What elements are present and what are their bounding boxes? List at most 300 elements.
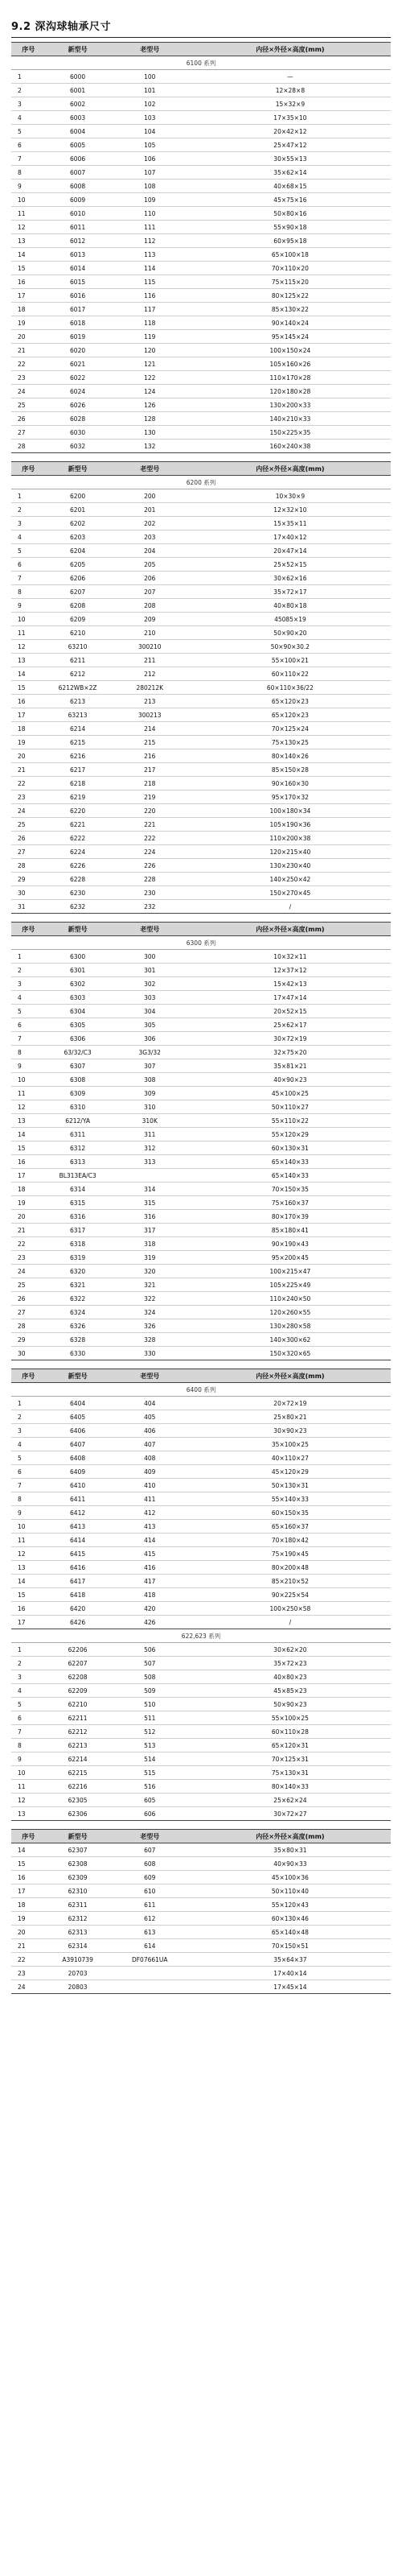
old-model-cell: 103 xyxy=(110,111,190,125)
dimensions-cell: 95×200×45 xyxy=(190,1251,391,1265)
new-model-cell: 63213 xyxy=(45,708,109,722)
old-model-cell: 304 xyxy=(110,1005,190,1018)
old-model-cell: 409 xyxy=(110,1465,190,1479)
table-row xyxy=(11,1967,391,1980)
dimensions-cell: 65×140×33 xyxy=(190,1169,391,1183)
seq-cell: 1 xyxy=(11,950,45,964)
series-label-row xyxy=(11,1383,391,1397)
new-model-cell: 6319 xyxy=(45,1251,109,1265)
dimensions-cell: 45×120×29 xyxy=(190,1465,391,1479)
seq-cell: 6 xyxy=(11,138,45,152)
seq-cell: 11 xyxy=(11,1534,45,1547)
new-model-cell: 62308 xyxy=(45,1857,109,1871)
new-model-cell: 6302 xyxy=(45,977,109,991)
new-model-cell: 6215 xyxy=(45,736,109,749)
old-model-cell: 328 xyxy=(110,1333,190,1347)
dimensions-cell: 70×110×20 xyxy=(190,262,391,275)
table-row xyxy=(11,681,391,695)
seq-cell: 7 xyxy=(11,1725,45,1739)
table-row xyxy=(11,1465,391,1479)
seq-cell: 14 xyxy=(11,1128,45,1141)
new-model-cell: 6222 xyxy=(45,832,109,845)
dimensions-cell: 140×210×33 xyxy=(190,412,391,426)
new-model-cell: 6216 xyxy=(45,749,109,763)
dimensions-cell: 45×85×23 xyxy=(190,1684,391,1698)
dimensions-cell: 90×190×43 xyxy=(190,1237,391,1251)
seq-cell: 6 xyxy=(11,1711,45,1725)
new-model-cell: 6208 xyxy=(45,599,109,613)
old-model-cell: 305 xyxy=(110,1018,190,1032)
new-model-cell: 6206 xyxy=(45,572,109,585)
table-row xyxy=(11,1926,391,1939)
table-row xyxy=(11,234,391,248)
new-model-cell: 62212 xyxy=(45,1725,109,1739)
old-model-cell: 112 xyxy=(110,234,190,248)
column-header: 新型号 xyxy=(45,923,109,936)
table-row xyxy=(11,1534,391,1547)
seq-cell: 4 xyxy=(11,111,45,125)
old-model-cell: 316 xyxy=(110,1210,190,1224)
table-row xyxy=(11,357,391,371)
new-model-cell: 6418 xyxy=(45,1588,109,1602)
dimensions-cell: — xyxy=(190,70,391,84)
dimensions-cell: 85×210×52 xyxy=(190,1575,391,1588)
dimensions-cell: 30×62×16 xyxy=(190,572,391,585)
new-model-cell: 6408 xyxy=(45,1451,109,1465)
seq-cell: 26 xyxy=(11,1292,45,1306)
dimensions-cell: 55×120×43 xyxy=(190,1898,391,1912)
seq-cell: 11 xyxy=(11,626,45,640)
old-model-cell: 330 xyxy=(110,1347,190,1360)
new-model-cell: 6008 xyxy=(45,180,109,193)
table-row xyxy=(11,1438,391,1451)
table-row xyxy=(11,152,391,166)
old-model-cell: 413 xyxy=(110,1520,190,1534)
new-model-cell: 6019 xyxy=(45,330,109,344)
old-model-cell: 109 xyxy=(110,193,190,207)
table-row xyxy=(11,1871,391,1885)
dimensions-cell: 80×140×33 xyxy=(190,1780,391,1794)
seq-cell: 5 xyxy=(11,1005,45,1018)
column-header: 内径×外径×高度(mm) xyxy=(190,923,391,936)
dimensions-cell: 55×120×29 xyxy=(190,1128,391,1141)
old-model-cell: 416 xyxy=(110,1561,190,1575)
table-row xyxy=(11,1100,391,1114)
table-row xyxy=(11,1319,391,1333)
seq-cell: 25 xyxy=(11,398,45,412)
new-model-cell: 6420 xyxy=(45,1602,109,1616)
old-model-cell: 106 xyxy=(110,152,190,166)
seq-cell: 14 xyxy=(11,1575,45,1588)
new-model-cell: 6005 xyxy=(45,138,109,152)
seq-cell: 28 xyxy=(11,859,45,873)
new-model-cell: 6021 xyxy=(45,357,109,371)
table-row xyxy=(11,1698,391,1711)
seq-cell: 17 xyxy=(11,1169,45,1183)
table-row xyxy=(11,886,391,900)
new-model-cell: 62207 xyxy=(45,1657,109,1670)
old-model-cell: 105 xyxy=(110,138,190,152)
old-model-cell: 407 xyxy=(110,1438,190,1451)
old-model-cell: 314 xyxy=(110,1183,190,1196)
table-row xyxy=(11,1780,391,1794)
old-model-cell: 219 xyxy=(110,791,190,804)
old-model-cell: 507 xyxy=(110,1657,190,1670)
old-model-cell: 222 xyxy=(110,832,190,845)
seq-cell: 23 xyxy=(11,1967,45,1980)
new-model-cell: 6224 xyxy=(45,845,109,859)
table-row xyxy=(11,1885,391,1898)
old-model-cell: 405 xyxy=(110,1410,190,1424)
old-model-cell: 417 xyxy=(110,1575,190,1588)
old-model-cell: 326 xyxy=(110,1319,190,1333)
old-model-cell: 224 xyxy=(110,845,190,859)
dimensions-cell: 12×37×12 xyxy=(190,964,391,977)
table-row xyxy=(11,1857,391,1871)
column-header: 新型号 xyxy=(45,1830,109,1843)
new-model-cell: 6016 xyxy=(45,289,109,303)
old-model-cell: 116 xyxy=(110,289,190,303)
table-row xyxy=(11,1265,391,1278)
old-model-cell: 302 xyxy=(110,977,190,991)
seq-cell: 12 xyxy=(11,221,45,234)
old-model-cell: 319 xyxy=(110,1251,190,1265)
dimensions-cell: 60×150×35 xyxy=(190,1506,391,1520)
table-row xyxy=(11,1005,391,1018)
new-model-cell: 6217 xyxy=(45,763,109,777)
dimensions-cell: 50×90×23 xyxy=(190,1698,391,1711)
new-model-cell: 6314 xyxy=(45,1183,109,1196)
dimensions-cell: 75×160×37 xyxy=(190,1196,391,1210)
table-row xyxy=(11,517,391,530)
dimensions-cell: 105×160×26 xyxy=(190,357,391,371)
new-model-cell: 6306 xyxy=(45,1032,109,1046)
table-row xyxy=(11,440,391,453)
table-row xyxy=(11,1141,391,1155)
table-row xyxy=(11,1128,391,1141)
seq-cell: 6 xyxy=(11,1018,45,1032)
seq-cell: 11 xyxy=(11,1780,45,1794)
new-model-cell: 6218 xyxy=(45,777,109,791)
table-header-row xyxy=(11,462,391,476)
table-row xyxy=(11,1410,391,1424)
new-model-cell: 6011 xyxy=(45,221,109,234)
new-model-cell: 6017 xyxy=(45,303,109,316)
new-model-cell: 6415 xyxy=(45,1547,109,1561)
old-model-cell: DF07661UA xyxy=(110,1953,190,1967)
table-row xyxy=(11,1506,391,1520)
seq-cell: 28 xyxy=(11,1319,45,1333)
table-row xyxy=(11,1087,391,1100)
dimensions-cell: 60×130×31 xyxy=(190,1141,391,1155)
series-label-row xyxy=(11,476,391,489)
new-model-cell: 62312 xyxy=(45,1912,109,1926)
new-model-cell: 6404 xyxy=(45,1397,109,1410)
table-row xyxy=(11,1183,391,1196)
table-row xyxy=(11,97,391,111)
old-model-cell: 102 xyxy=(110,97,190,111)
seq-cell: 1 xyxy=(11,489,45,503)
seq-cell: 20 xyxy=(11,749,45,763)
dimensions-cell: 95×145×24 xyxy=(190,330,391,344)
dimensions-cell: 55×110×22 xyxy=(190,1114,391,1128)
old-model-cell: 307 xyxy=(110,1059,190,1073)
seq-cell: 4 xyxy=(11,1438,45,1451)
dimensions-cell: 110×170×28 xyxy=(190,371,391,385)
table-row xyxy=(11,489,391,503)
old-model-cell: 406 xyxy=(110,1424,190,1438)
dimensions-cell: 35×80×31 xyxy=(190,1843,391,1857)
table-row xyxy=(11,1561,391,1575)
seq-cell: 7 xyxy=(11,1479,45,1492)
dimensions-cell: 15×42×13 xyxy=(190,977,391,991)
old-model-cell: 426 xyxy=(110,1616,190,1629)
old-model-cell: 130 xyxy=(110,426,190,440)
table-row xyxy=(11,111,391,125)
seq-cell: 2 xyxy=(11,503,45,517)
table-row xyxy=(11,1196,391,1210)
new-model-cell: 6411 xyxy=(45,1492,109,1506)
seq-cell: 3 xyxy=(11,977,45,991)
table-row xyxy=(11,1278,391,1292)
new-model-cell: 6305 xyxy=(45,1018,109,1032)
table-header-row xyxy=(11,1830,391,1843)
old-model-cell: 322 xyxy=(110,1292,190,1306)
seq-cell: 20 xyxy=(11,330,45,344)
seq-cell: 9 xyxy=(11,599,45,613)
new-model-cell: 62214 xyxy=(45,1752,109,1766)
old-model-cell: 203 xyxy=(110,530,190,544)
new-model-cell: 6210 xyxy=(45,626,109,640)
new-model-cell: 6024 xyxy=(45,385,109,398)
old-model-cell: 211 xyxy=(110,654,190,667)
dimensions-cell: / xyxy=(190,1616,391,1629)
old-model-cell: 408 xyxy=(110,1451,190,1465)
old-model-cell: 510 xyxy=(110,1698,190,1711)
seq-cell: 16 xyxy=(11,1602,45,1616)
dimensions-cell: 17×35×10 xyxy=(190,111,391,125)
new-model-cell: 6018 xyxy=(45,316,109,330)
seq-cell: 23 xyxy=(11,371,45,385)
new-model-cell: 6412 xyxy=(45,1506,109,1520)
old-model-cell: 280212K xyxy=(110,681,190,695)
new-model-cell: 62310 xyxy=(45,1885,109,1898)
table-row xyxy=(11,1397,391,1410)
dimensions-cell: 25×62×17 xyxy=(190,1018,391,1032)
seq-cell: 4 xyxy=(11,991,45,1005)
seq-cell: 25 xyxy=(11,1278,45,1292)
new-model-cell: 6312 xyxy=(45,1141,109,1155)
table-row xyxy=(11,1588,391,1602)
old-model-cell: 511 xyxy=(110,1711,190,1725)
table-row xyxy=(11,749,391,763)
new-model-cell: 6405 xyxy=(45,1410,109,1424)
new-model-cell: 6330 xyxy=(45,1347,109,1360)
table-row xyxy=(11,412,391,426)
old-model-cell: 414 xyxy=(110,1534,190,1547)
dimensions-cell: 65×160×37 xyxy=(190,1520,391,1534)
dimensions-cell: 20×52×15 xyxy=(190,1005,391,1018)
old-model-cell: 200 xyxy=(110,489,190,503)
table-header-row xyxy=(11,1369,391,1383)
new-model-cell: 6426 xyxy=(45,1616,109,1629)
table-row xyxy=(11,1643,391,1657)
seq-cell: 9 xyxy=(11,1059,45,1073)
old-model-cell: 119 xyxy=(110,330,190,344)
dimensions-cell: 120×180×28 xyxy=(190,385,391,398)
dimensions-cell: 80×200×48 xyxy=(190,1561,391,1575)
table-row xyxy=(11,695,391,708)
old-model-cell: 101 xyxy=(110,84,190,97)
old-model-cell: 300210 xyxy=(110,640,190,654)
seq-cell: 3 xyxy=(11,1424,45,1438)
old-model-cell: 208 xyxy=(110,599,190,613)
dimensions-cell: 40×80×18 xyxy=(190,599,391,613)
old-model-cell xyxy=(110,1967,190,1980)
new-model-cell: 62215 xyxy=(45,1766,109,1780)
table-row xyxy=(11,1347,391,1360)
old-model-cell: 321 xyxy=(110,1278,190,1292)
table-row xyxy=(11,316,391,330)
old-model-cell: 512 xyxy=(110,1725,190,1739)
new-model-cell: 6307 xyxy=(45,1059,109,1073)
dimensions-cell: 110×240×50 xyxy=(190,1292,391,1306)
dimensions-cell: 110×200×38 xyxy=(190,832,391,845)
bearing-table-section xyxy=(11,1829,391,1994)
table-row xyxy=(11,1711,391,1725)
table-header-row xyxy=(11,923,391,936)
seq-cell: 12 xyxy=(11,1794,45,1807)
dimensions-cell: 130×280×58 xyxy=(190,1319,391,1333)
old-model-cell xyxy=(110,1169,190,1183)
old-model-cell: 310 xyxy=(110,1100,190,1114)
seq-cell: 30 xyxy=(11,886,45,900)
dimensions-cell: 70×150×35 xyxy=(190,1183,391,1196)
dimensions-cell: 55×140×33 xyxy=(190,1492,391,1506)
dimensions-cell: 65×120×23 xyxy=(190,708,391,722)
new-model-cell: 6213 xyxy=(45,695,109,708)
bearing-table-section xyxy=(11,1629,391,1821)
new-model-cell: 6310 xyxy=(45,1100,109,1114)
old-model-cell: 201 xyxy=(110,503,190,517)
new-model-cell: 6301 xyxy=(45,964,109,977)
new-model-cell: 6000 xyxy=(45,70,109,84)
dimensions-cell: 50×130×31 xyxy=(190,1479,391,1492)
dimensions-cell: 150×225×35 xyxy=(190,426,391,440)
new-model-cell: 6014 xyxy=(45,262,109,275)
new-model-cell: 6207 xyxy=(45,585,109,599)
old-model-cell: 411 xyxy=(110,1492,190,1506)
table-row xyxy=(11,193,391,207)
old-model-cell: 111 xyxy=(110,221,190,234)
table-row xyxy=(11,900,391,914)
section-gap xyxy=(11,453,391,461)
dimensions-cell: 85×150×28 xyxy=(190,763,391,777)
dimensions-cell: 150×320×65 xyxy=(190,1347,391,1360)
dimensions-cell: 40×110×27 xyxy=(190,1451,391,1465)
seq-cell: 17 xyxy=(11,708,45,722)
old-model-cell: 320 xyxy=(110,1265,190,1278)
seq-cell: 31 xyxy=(11,900,45,914)
new-model-cell: 6308 xyxy=(45,1073,109,1087)
column-header: 内径×外径×高度(mm) xyxy=(190,462,391,476)
old-model-cell: 610 xyxy=(110,1885,190,1898)
section-gap xyxy=(11,1821,391,1829)
seq-cell: 5 xyxy=(11,1698,45,1711)
seq-cell: 19 xyxy=(11,1196,45,1210)
table-row xyxy=(11,426,391,440)
table-row xyxy=(11,1424,391,1438)
new-model-cell: 6020 xyxy=(45,344,109,357)
old-model-cell: 215 xyxy=(110,736,190,749)
seq-cell: 21 xyxy=(11,1224,45,1237)
new-model-cell: 6303 xyxy=(45,991,109,1005)
new-model-cell: 63/32/C3 xyxy=(45,1046,109,1059)
table-row xyxy=(11,558,391,572)
old-model-cell: 514 xyxy=(110,1752,190,1766)
new-model-cell: 6313 xyxy=(45,1155,109,1169)
old-model-cell: 3G3/32 xyxy=(110,1046,190,1059)
dimensions-cell: 25×47×12 xyxy=(190,138,391,152)
dimensions-cell: 50×80×16 xyxy=(190,207,391,221)
series-label-row xyxy=(11,1629,391,1643)
column-header: 内径×外径×高度(mm) xyxy=(190,1369,391,1383)
table-row xyxy=(11,777,391,791)
old-model-cell: 213 xyxy=(110,695,190,708)
new-model-cell: 62314 xyxy=(45,1939,109,1953)
dimensions-cell: / xyxy=(190,900,391,914)
old-model-cell: 216 xyxy=(110,749,190,763)
old-model-cell: 420 xyxy=(110,1602,190,1616)
seq-cell: 18 xyxy=(11,1183,45,1196)
table-row xyxy=(11,572,391,585)
old-model-cell: 303 xyxy=(110,991,190,1005)
dimensions-cell: 35×72×23 xyxy=(190,1657,391,1670)
new-model-cell: 6009 xyxy=(45,193,109,207)
old-model-cell: 412 xyxy=(110,1506,190,1520)
dimensions-cell: 17×40×14 xyxy=(190,1967,391,1980)
dimensions-cell: 50×90×20 xyxy=(190,626,391,640)
new-model-cell: 20803 xyxy=(45,1980,109,1994)
dimensions-cell: 30×90×23 xyxy=(190,1424,391,1438)
table-row xyxy=(11,289,391,303)
seq-cell: 19 xyxy=(11,1912,45,1926)
table-row xyxy=(11,1616,391,1629)
new-model-cell: 6311 xyxy=(45,1128,109,1141)
dimensions-cell: 35×100×25 xyxy=(190,1438,391,1451)
dimensions-cell: 60×130×46 xyxy=(190,1912,391,1926)
seq-cell: 8 xyxy=(11,1492,45,1506)
table-row xyxy=(11,832,391,845)
new-model-cell: 6212 xyxy=(45,667,109,681)
new-model-cell: 6201 xyxy=(45,503,109,517)
table-row xyxy=(11,1939,391,1953)
dimensions-cell: 65×140×48 xyxy=(190,1926,391,1939)
old-model-cell: 300213 xyxy=(110,708,190,722)
table-row xyxy=(11,1333,391,1347)
seq-cell: 3 xyxy=(11,517,45,530)
dimensions-cell: 120×260×55 xyxy=(190,1306,391,1319)
dimensions-cell: 20×47×14 xyxy=(190,544,391,558)
old-model-cell: 312 xyxy=(110,1141,190,1155)
table-row xyxy=(11,70,391,84)
table-row xyxy=(11,544,391,558)
table-row xyxy=(11,1752,391,1766)
old-model-cell: 214 xyxy=(110,722,190,736)
seq-cell: 10 xyxy=(11,193,45,207)
old-model-cell: 228 xyxy=(110,873,190,886)
seq-cell: 7 xyxy=(11,1032,45,1046)
